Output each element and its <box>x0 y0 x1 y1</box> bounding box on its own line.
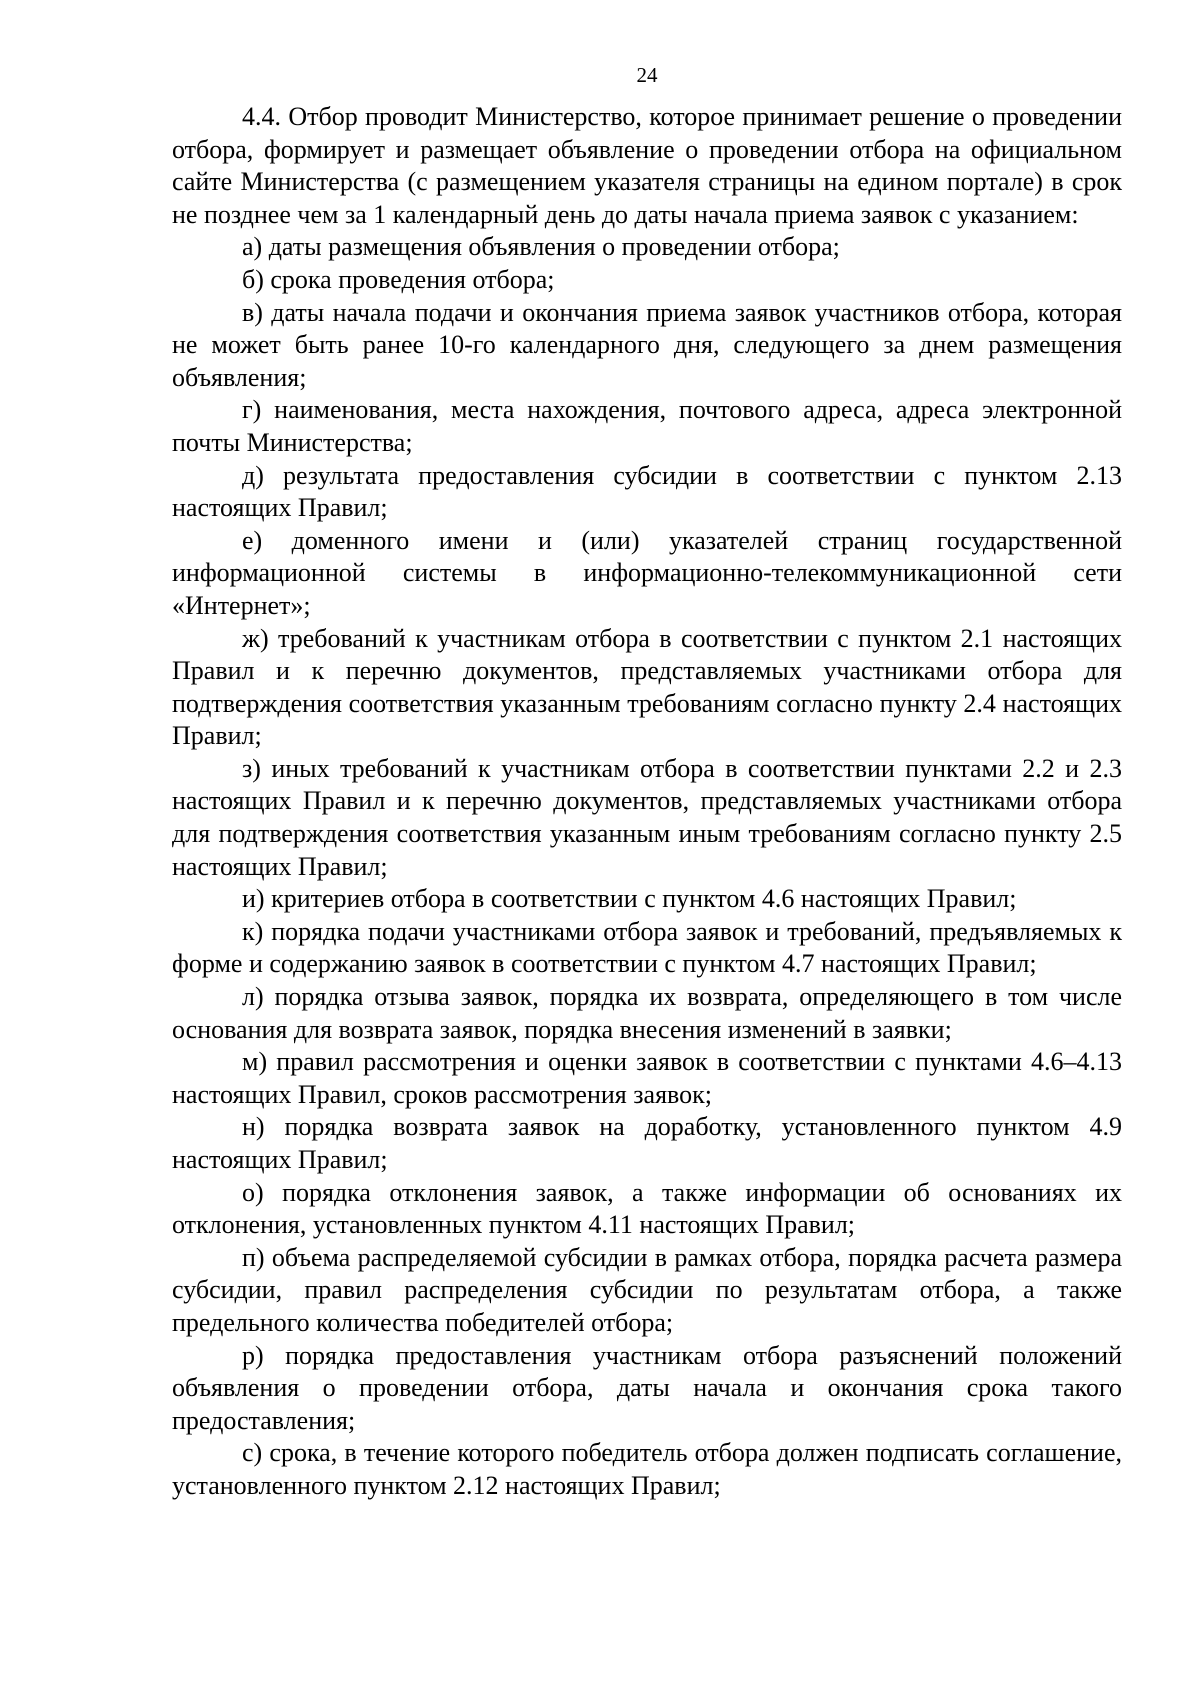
list-item-i: и) критериев отбора в соответствии с пунктом 4.6 настоящих Правил; <box>242 884 1017 914</box>
list-item-a: а) даты размещения объявления о проведении отбора; <box>242 232 840 262</box>
list-item-e: е) доменного имени и (или) указателей страниц государственной информационной системы в информационно-телекоммуникационной сети «Интернет»; <box>172 525 1122 620</box>
page-number: 24 <box>636 63 658 87</box>
document-body <box>172 101 1122 1503</box>
list-item-zh: ж) требований к участникам отбора в соответствии с пунктом 2.1 настоящих Правил и к перечню документов, представляемых участниками отбора для подтверждения соответствия указанным требованиям согласно пункту 2.4 настоящих Правил; <box>172 623 1122 751</box>
list-item-p: п) объема распределяемой субсидии в рамках отбора, порядка расчета размера субсидии, правил распределения субсидии по результатам отбора, а также предельного количества победителей отбора; <box>172 1242 1122 1337</box>
list-item-l: л) порядка отзыва заявок, порядка их возврата, определяющего в том числе основания для возврата заявок, порядка внесения изменений в заявки; <box>172 982 1122 1044</box>
paragraph-4-4: 4.4. Отбор проводит Министерство, которое принимает решение о проведении отбора, формирует и размещает объявление о проведении отбора на официальном сайте Министерства (с размещением указателя страницы на едином портале) в срок не позднее чем за 1 календарный день до даты начала приема заявок с указанием: <box>172 102 1122 229</box>
list-item-b: б) срока проведения отбора; <box>242 264 555 294</box>
list-item-g: г) наименования, места нахождения, почтового адреса, адреса электронной почты Министерства; <box>172 395 1122 457</box>
list-item-n: н) порядка возврата заявок на доработку, установленного пунктом 4.9 настоящих Правил; <box>172 1112 1122 1174</box>
list-item-m: м) правил рассмотрения и оценки заявок в соответствии с пунктами 4.6–4.13 настоящих Правил, сроков рассмотрения заявок; <box>172 1047 1122 1109</box>
list-item-o: о) порядка отклонения заявок, а также информации об основаниях их отклонения, установленных пунктом 4.11 настоящих Правил; <box>172 1177 1122 1240</box>
list-item-z: з) иных требований к участникам отбора в соответствии пунктами 2.2 и 2.3 настоящих Правил и к перечню документов, представляемых участниками отбора для подтверждения соответствия указанным иным требованиям согласно пункту 2.5 настоящих Правил; <box>172 753 1122 881</box>
list-item-k: к) порядка подачи участниками отбора заявок и требований, предъявляемых к форме и содержанию заявок в соответствии с пунктом 4.7 настоящих Правил; <box>172 916 1122 979</box>
list-item-r: р) порядка предоставления участникам отбора разъяснений положений объявления о проведении отбора, даты начала и окончания срока такого предоставления; <box>172 1340 1122 1435</box>
list-item-d: д) результата предоставления субсидии в соответствии с пунктом 2.13 настоящих Правил; <box>172 460 1122 523</box>
list-item-s: с) срока, в течение которого победитель отбора должен подписать соглашение, установленного пунктом 2.12 настоящих Правил; <box>172 1438 1122 1500</box>
list-item-v: в) даты начала подачи и окончания приема заявок участников отбора, которая не может быть ранее 10-го календарного дня, следующего за днем размещения объявления; <box>172 297 1122 392</box>
